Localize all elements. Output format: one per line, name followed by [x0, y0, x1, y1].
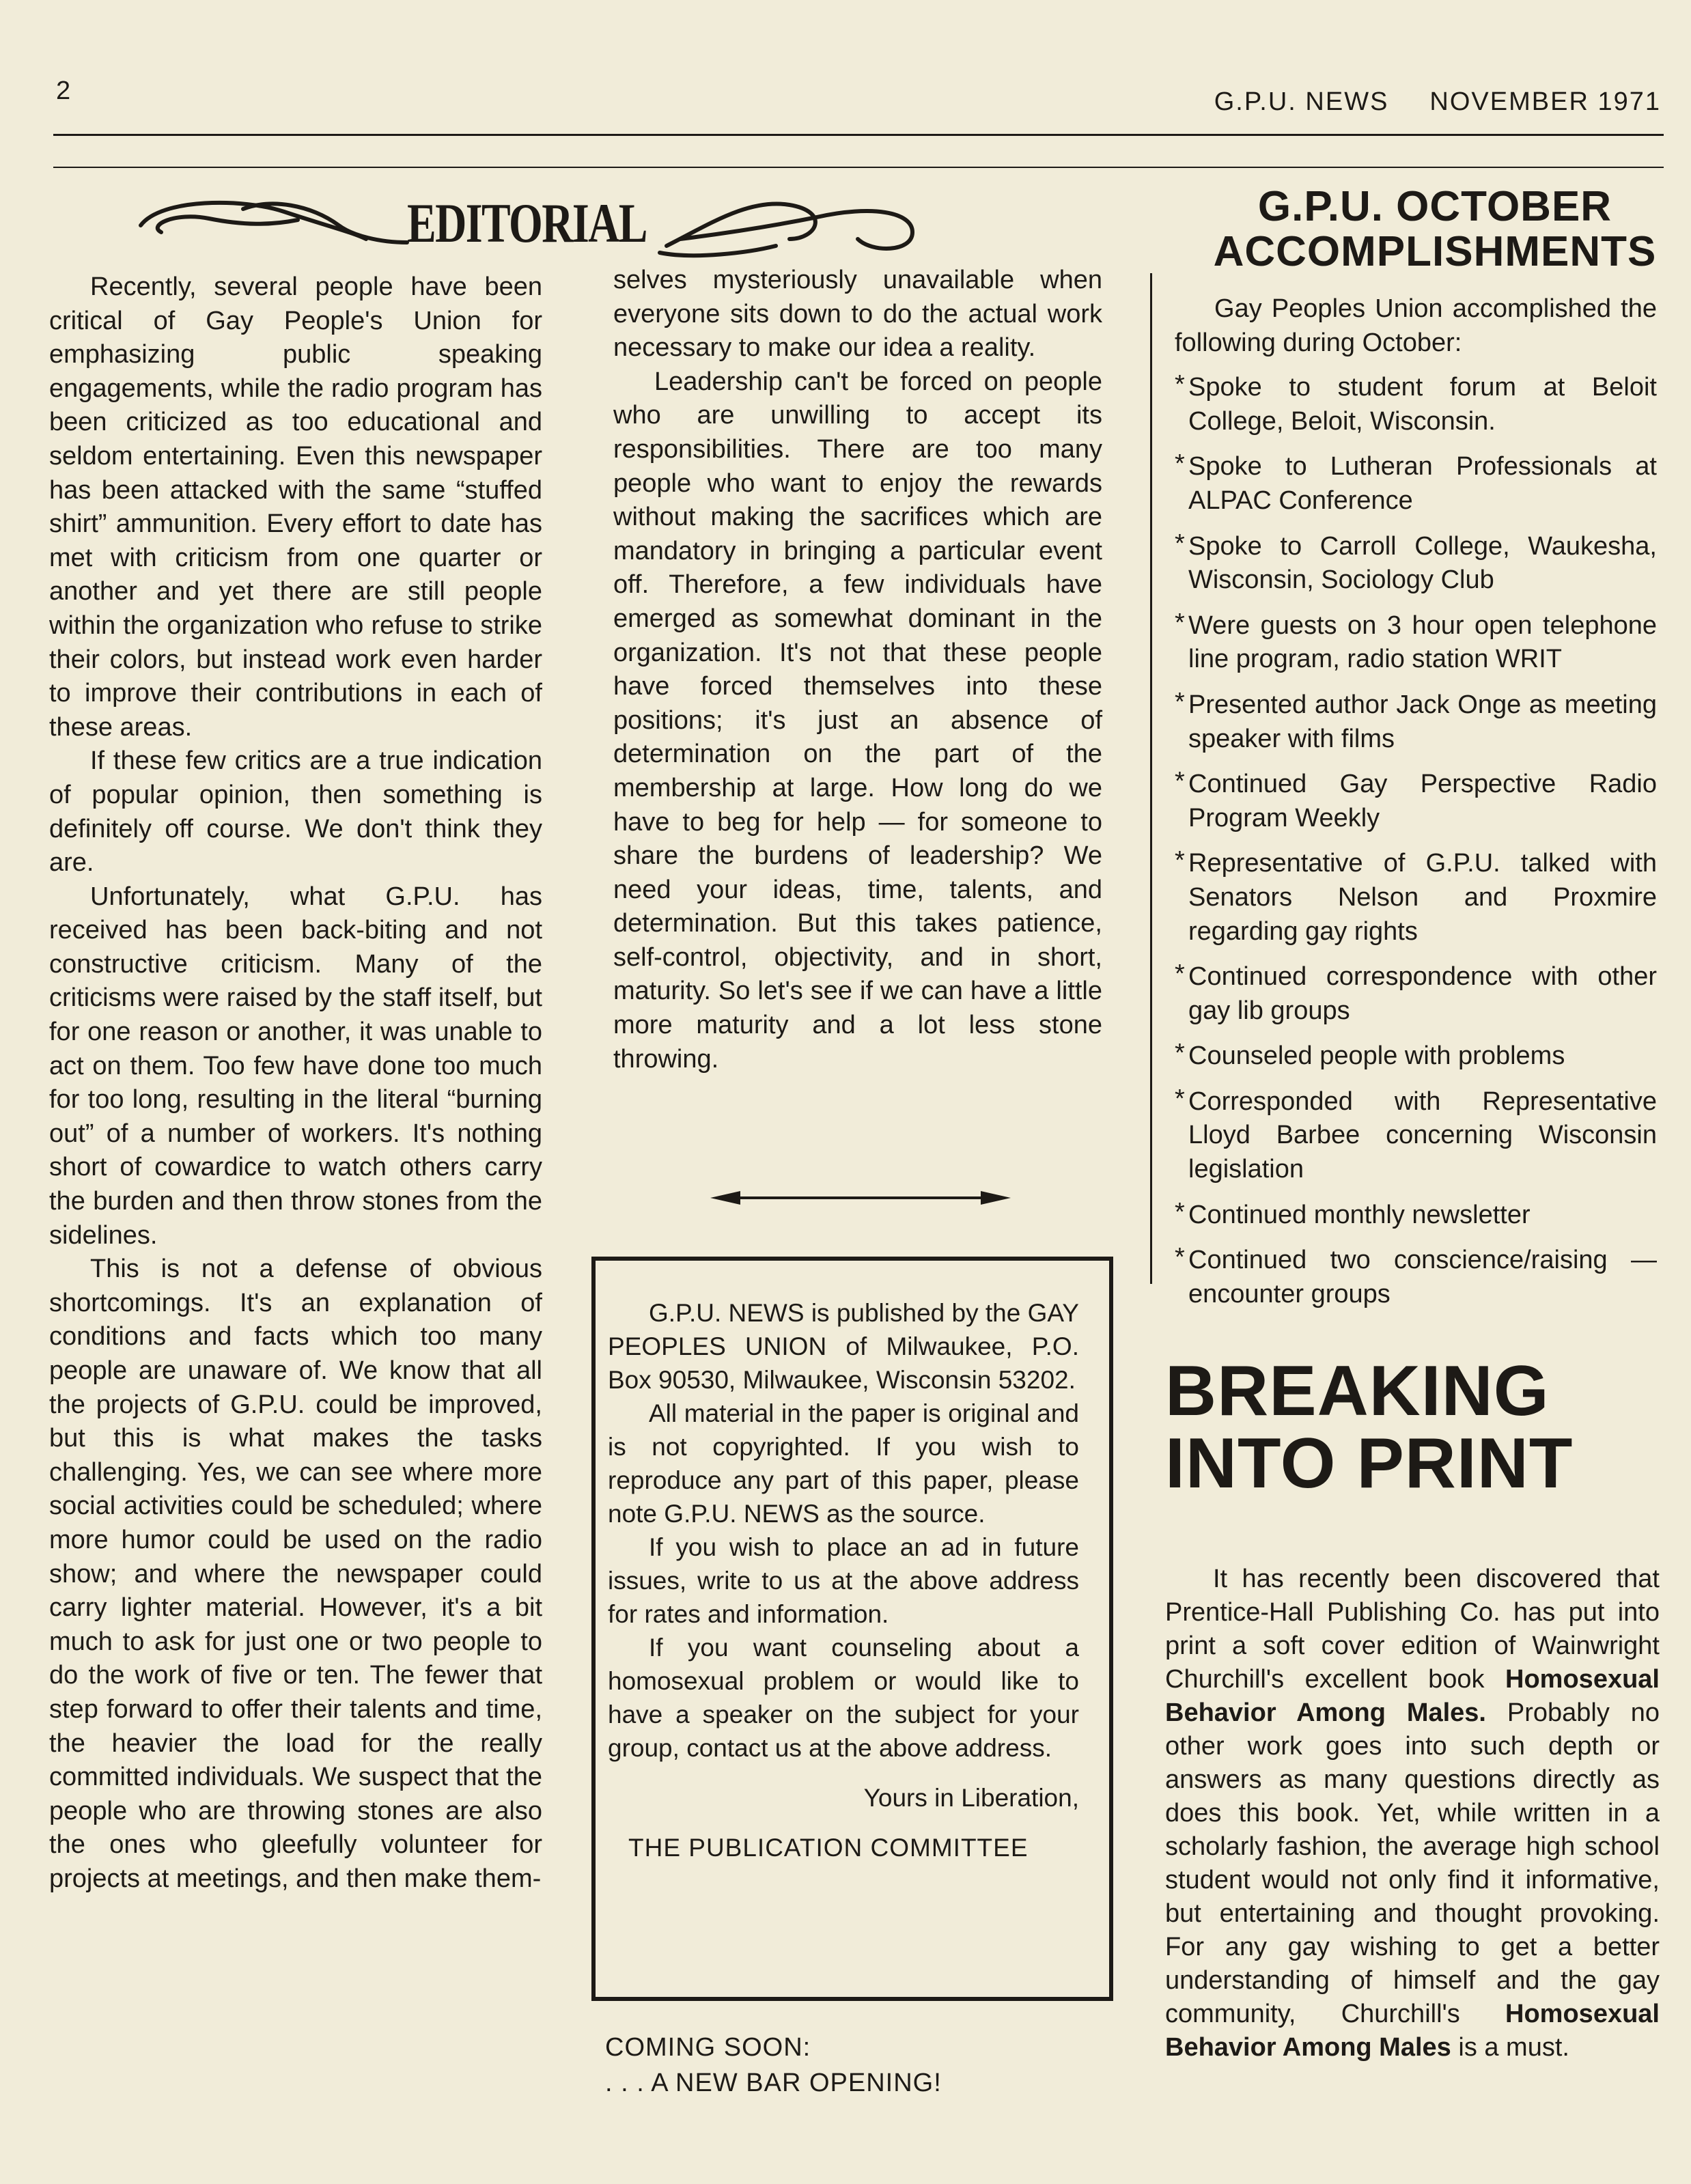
list-item: * Spoke to student forum at Beloit College, Beloit, Wisconsin.	[1175, 371, 1657, 438]
publication-info-paragraph: If you want counseling about a homosexual problem or would like to have a speaker on the subject for your group, contact us at the above address.	[608, 1634, 1079, 1762]
editorial-paragraph: Leadership can't be forced on people who are unwilling to accept its responsibilities. There are too many people who want to enjoy the rewards without making the sacrifices which are mandatory in bringing a particular event off. Therefore, a few individuals have emerged as somewhat dominant in the organization. It's not that these people have forced themselves into these positions; it's just an absence of determination on the part of the membership at large. How long do we have to beg for help — for someone to share the burdens of leadership? We need your ideas, time, talents, and determination. But this takes patience, self-control, objectivity, and in short, maturity. So let's see if we can have a little more maturity and a lot less stone throwing.	[613, 367, 1102, 1074]
list-item: * Presented author Jack Onge as meeting speaker with films	[1175, 688, 1657, 756]
accomplishments-column	[1175, 292, 1657, 1323]
publication-name: G.P.U. NEWS	[1214, 87, 1389, 116]
list-item: * Continued two conscience/raising —encounter groups	[1175, 1244, 1657, 1311]
list-item: * Representative of G.P.U. talked with Senators Nelson and Proxmire regarding gay rights	[1175, 847, 1657, 949]
list-item: * Continued Gay Perspective Radio Program Weekly	[1175, 768, 1657, 835]
list-item: * Corresponded with Representative Lloyd Barbee concerning Wisconsin legislation	[1175, 1085, 1657, 1187]
article-text: It has recently been discovered that Prentice-Hall Publishing Co. has put into print a soft cover edition of Wainwright Churchill's excellent book	[1165, 1565, 1660, 1694]
article-paragraph	[1165, 1563, 1660, 2064]
header-rule	[53, 134, 1664, 136]
header-rule-lower	[53, 167, 1664, 168]
editorial-paragraph: This is not a defense of obvious shortcomings. It's an explanation of conditions and facts which too many people are unaware of. We know that all the projects of G.P.U. could be improved, but this is what makes the tasks challenging. Yes, we can see where more social activities could be scheduled; where more humor could be used on the radio show; and where the newspaper could carry lighter material. However, it's a bit much to ask for just one or two people to do the work of five or ten. The fewer that step forward to offer their talents and time, the heavier the load for the really committed individuals. We suspect that the people who are throwing stones are also the ones who gleefully volunteer for projects at meetings, and then make them-	[49, 1255, 542, 1893]
list-item: * Spoke to Lutheran Professionals at ALPAC Conference	[1175, 450, 1657, 518]
closing-line: Yours in Liberation,	[863, 1784, 1079, 1812]
list-item: * Spoke to Carroll College, Waukesha, Wisconsin, Sociology Club	[1175, 530, 1657, 598]
book-title: Homosexual Behavior Among Males	[1165, 2000, 1660, 2062]
signature: THE PUBLICATION COMMITTEE	[628, 1834, 1029, 1862]
editorial-paragraph: Unfortunately, what G.P.U. has received has been back-biting and not constructive criticism. Many of the criticisms were raised by the staff itself, but for one reason or another, it was unable to act on them. Too few have done too much for too long, resulting in the literal “burning out” of a number of workers. It's nothing short of cowardice to watch others carry the burden and then throw stones from the sidelines.	[49, 882, 542, 1250]
coming-soon-text: . . . A NEW BAR OPENING!	[605, 2069, 942, 2097]
list-item: * Were guests on 3 hour open telephone line program, radio station WRIT	[1175, 609, 1657, 677]
book-title: Homosexual Behavior Among Males.	[1165, 1665, 1660, 1727]
headline-line: INTO PRINT	[1165, 1424, 1574, 1503]
column-rule	[1150, 273, 1152, 1284]
headline-line: BREAKING	[1165, 1352, 1550, 1431]
publication-info-paragraph: All material in the paper is original and is not copyrighted. If you wish to reproduce any part of this paper, please note G.P.U. NEWS as the source.	[608, 1399, 1079, 1528]
publication-info-paragraph: G.P.U. NEWS is published by the GAY PEOPLES UNION of Milwaukee, P.O. Box 90530, Milwaukee, Wisconsin 53202.	[608, 1299, 1079, 1394]
editorial-column-2	[613, 264, 1102, 1076]
editorial-paragraph: Recently, several people have been critical of Gay People's Union for emphasizing public speaking engagements, while the radio program has been criticized as too educational and seldom entertaining. Even this newspaper has been attacked with the same “stuffed shirt” ammunition. Every effort to date has met with criticism from one quarter or another and yet there are still people within the organization who refuse to strike their colors, but instead work even harder to improve their contributions in each of these areas.	[49, 272, 542, 742]
masthead	[1214, 87, 1661, 117]
accomplishments-title-line: ACCOMPLISHMENTS	[1213, 228, 1657, 275]
list-item: * Continued correspondence with other gay lib groups	[1175, 960, 1657, 1028]
accomplishments-list	[1175, 371, 1657, 1311]
editorial-paragraph: selves mysteriously unavailable when everyone sits down to do the actual work necessary to make our idea a reality.	[613, 266, 1102, 363]
breaking-into-print-body	[1165, 1563, 1660, 2064]
accomplishments-title-line: G.P.U. OCTOBER	[1257, 183, 1612, 230]
accomplishments-title	[1179, 184, 1691, 275]
list-item: * Continued monthly newsletter	[1175, 1199, 1657, 1233]
list-item: * Counseled people with problems	[1175, 1039, 1657, 1074]
article-text: is a must.	[1451, 2033, 1569, 2062]
publication-info-box	[591, 1257, 1113, 2001]
double-arrow-divider	[710, 1186, 1011, 1210]
article-text: Probably no other work goes into such depth or answers as many questions directly as does this book. Yet, while written in a scholarly fashion, the average high school student would not only find it informative, but entertaining and thought provoking. For any gay wishing to get a better understanding of himself and the gay community, Churchill's	[1165, 1698, 1660, 2028]
breaking-into-print-title	[1165, 1352, 1574, 1503]
issue-date: NOVEMBER 1971	[1429, 87, 1661, 116]
editorial-paragraph: If these few critics are a true indication of popular opinion, then something is definitely off course. We don't think they are.	[49, 746, 542, 878]
coming-soon-label: COMING SOON:	[605, 2033, 811, 2062]
coming-soon	[605, 2030, 942, 2101]
editorial-column-1	[49, 270, 542, 1896]
publication-info-paragraph: If you wish to place an ad in future issues, write to us at the above address for rates and information.	[608, 1533, 1079, 1628]
editorial-title: EDITORIAL	[407, 192, 647, 254]
accomplishments-intro: Gay Peoples Union accomplished the following during October:	[1175, 294, 1657, 357]
page-number: 2	[56, 76, 71, 105]
